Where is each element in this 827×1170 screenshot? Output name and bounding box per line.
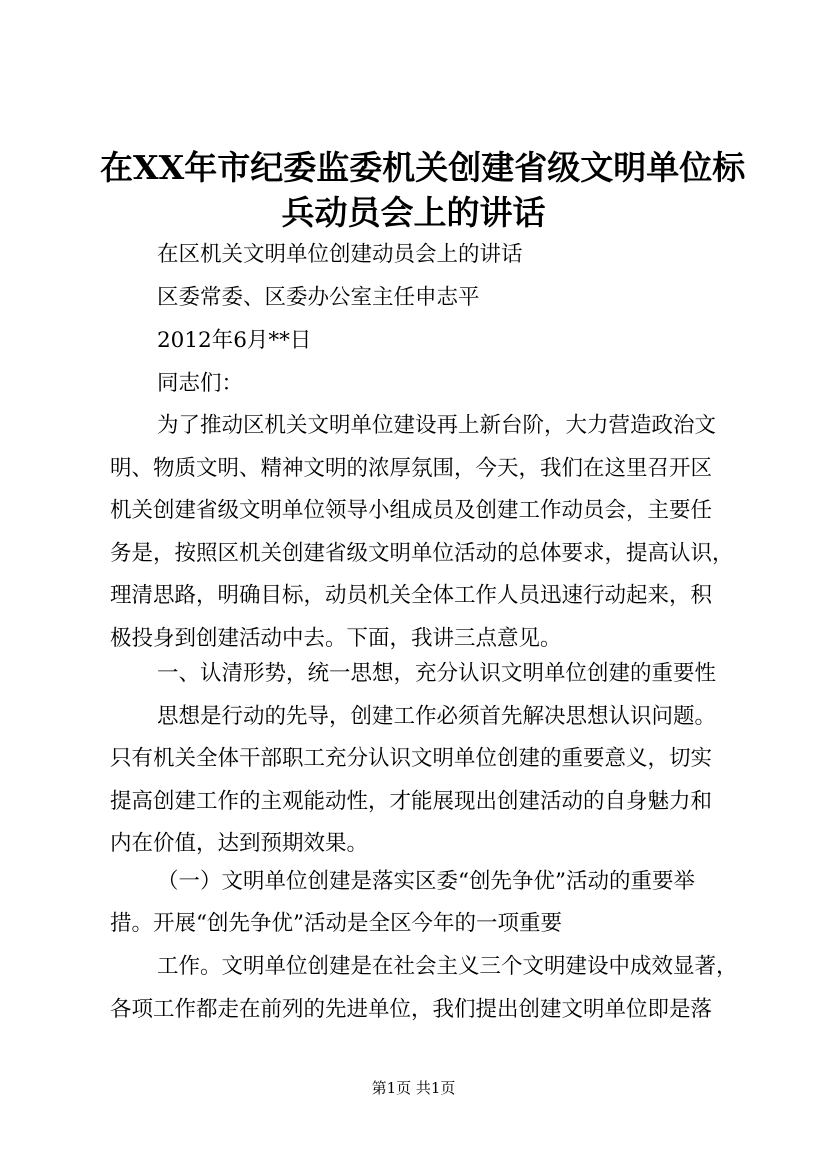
body-line: 只有机关全体干部职工充分认识文明单位创建的重要意义，切实 [110,746,713,771]
body-line: 理清思路，明确目标，动员机关全体工作人员迅速行动起来，积 [110,583,713,608]
document-title-line-1: 在XX年市纪委监委机关创建省级文明单位标 [100,148,746,187]
body-line: 思想是行动的先导，创建工作必须首先解决思想认识问题。 [157,704,717,729]
body-line: 为了推动区机关文明单位建设再上新台阶，大力营造政治文 [157,413,717,438]
body-line: 措。开展“创先争优”活动是全区今年的一项重要 [110,911,562,936]
subsection-heading: （一）文明单位创建是落实区委“创先争优”活动的重要举 [157,869,695,894]
body-line: 务是，按照区机关创建省级文明单位活动的总体要求，提高认识， [110,541,734,566]
body-line: 提高创建工作的主观能动性，才能展现出创建活动的自身魅力和 [110,789,713,814]
body-line: 明、物质文明、精神文明的浓厚氛围，今天，我们在这里召开区 [110,456,713,481]
body-line: 工作。文明单位创建是在社会主义三个文明建设中成效显著， [157,954,738,979]
section-heading: 一、认清形势，统一思想，充分认识文明单位创建的重要性 [157,661,717,686]
body-line: 内在价值，达到预期效果。 [110,831,369,856]
body-line: 各项工作都走在前列的先进单位，我们提出创建文明单位即是落 [110,997,713,1022]
date-line: 2012年6月**日 [157,328,312,353]
document-title-line-2: 兵动员会上的讲话 [281,193,546,232]
body-line: 机关创建省级文明单位领导小组成员及创建工作动员会，主要任 [110,498,713,523]
subtitle: 在区机关文明单位创建动员会上的讲话 [157,242,523,267]
body-line: 极投身到创建活动中去。下面，我讲三点意见。 [110,626,562,651]
speaker-line: 区委常委、区委办公室主任申志平 [157,285,480,310]
salutation: 同志们： [157,371,244,396]
page-footer: 第1页 共1页 [371,1079,456,1097]
